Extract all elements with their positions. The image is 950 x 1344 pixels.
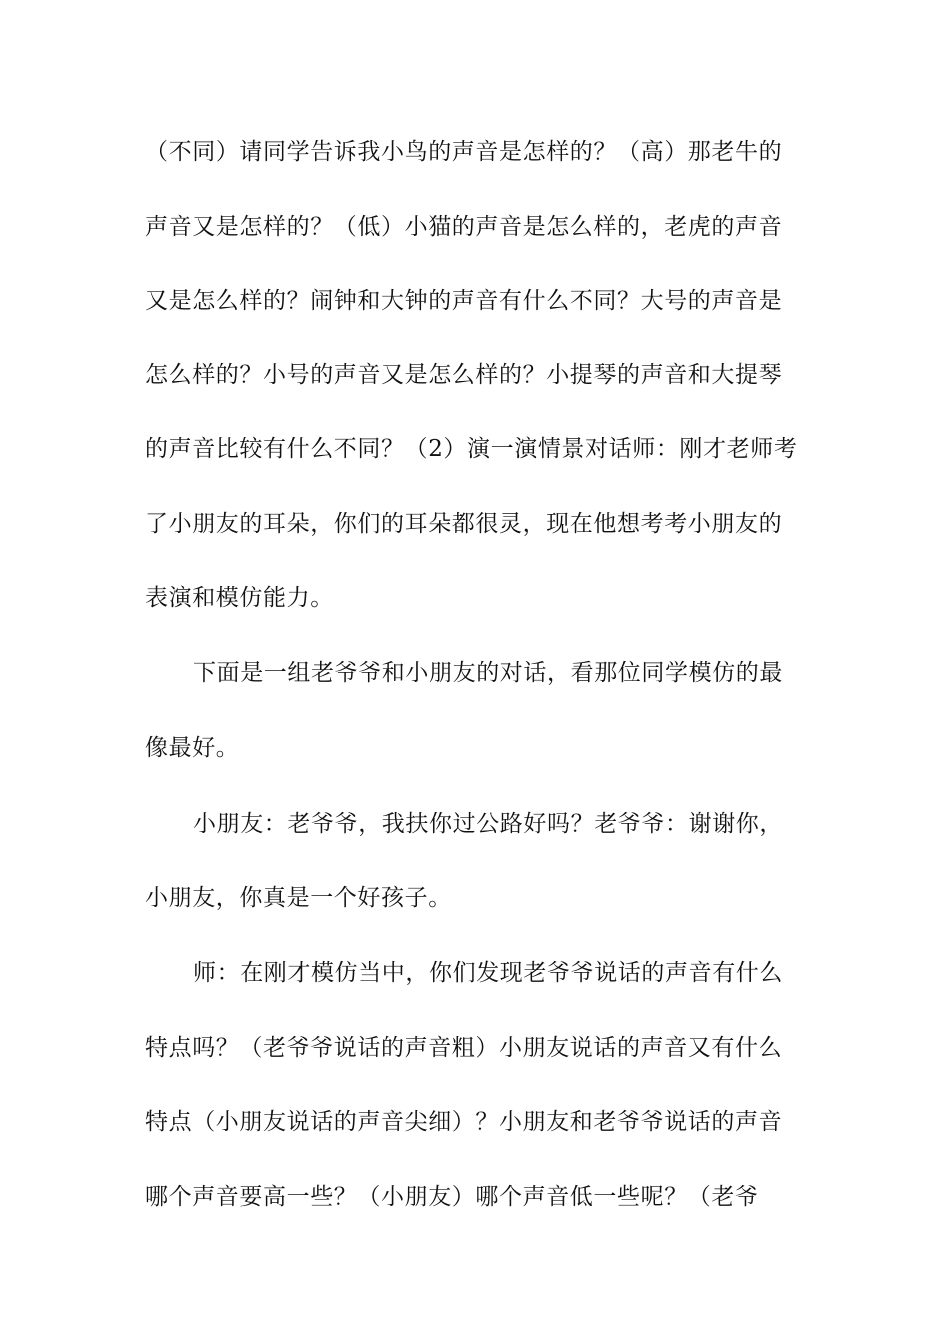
- text-line: 了小朋友的耳朵，你们的耳朵都很灵，现在他想考考小朋友的: [145, 511, 783, 537]
- text-line: 特点吗？（老爷爷说话的声音粗）小朋友说话的声音又有什么: [145, 1035, 783, 1061]
- text-line: 哪个声音要高一些？（小朋友）哪个声音低一些呢？（老爷: [145, 1184, 759, 1210]
- text-line: 小朋友，你真是一个好孩子。: [145, 885, 452, 911]
- text-line: 的声音比较有什么不同？（2）演一演情景对话师：刚才老师考: [145, 436, 798, 462]
- paragraph-first-line: 小朋友：老爷爷，我扶你过公路好吗？老爷爷：谢谢你，: [193, 811, 783, 837]
- text-line: 特点（小朋友说话的声音尖细）？小朋友和老爷爷说话的声音: [145, 1109, 783, 1135]
- text-line: （不同）请同学告诉我小鸟的声音是怎样的？（高）那老牛的: [145, 139, 783, 165]
- paragraph-first-line: 师：在刚才模仿当中，你们发现老爷爷说话的声音有什么: [193, 960, 783, 986]
- text-line: 声音又是怎样的？（低）小猫的声音是怎么样的，老虎的声音: [145, 214, 783, 240]
- text-line: 又是怎么样的？闹钟和大钟的声音有什么不同？大号的声音是: [145, 288, 783, 314]
- text-line: 怎么样的？小号的声音又是怎么样的？小提琴的声音和大提琴: [145, 362, 783, 388]
- text-line: 表演和模仿能力。: [145, 585, 334, 611]
- text-line: 像最好。: [145, 735, 240, 761]
- paragraph-first-line: 下面是一组老爷爷和小朋友的对话，看那位同学模仿的最: [193, 660, 783, 686]
